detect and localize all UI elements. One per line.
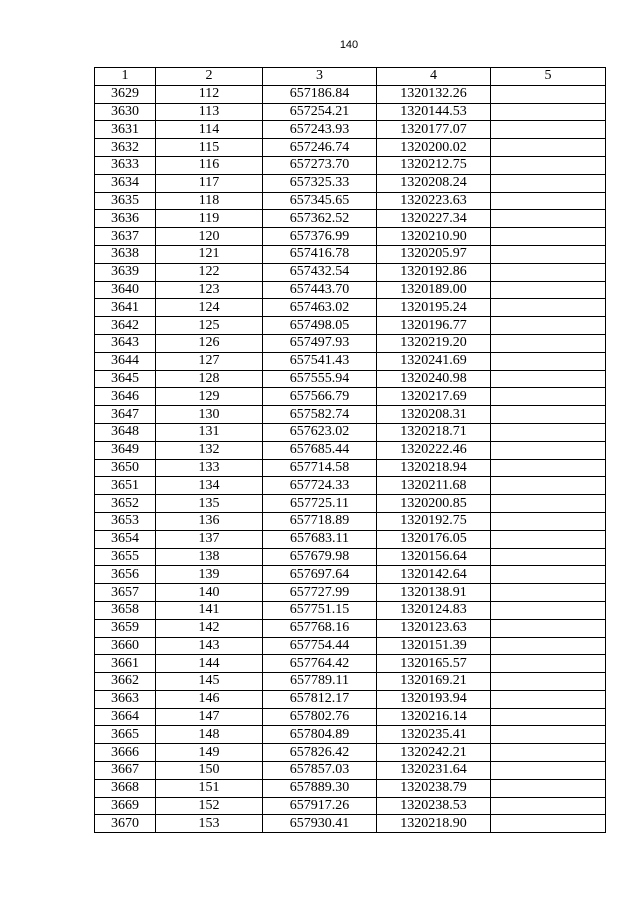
table-cell: 1320208.31 xyxy=(377,406,491,424)
table-cell: 1320176.05 xyxy=(377,530,491,548)
table-cell: 3667 xyxy=(95,762,156,780)
table-cell xyxy=(491,299,606,317)
table-cell: 1320212.75 xyxy=(377,156,491,174)
table-cell xyxy=(491,744,606,762)
table-cell xyxy=(491,85,606,103)
table-header-row xyxy=(95,68,606,86)
table-cell: 657541.43 xyxy=(263,352,377,370)
table-cell: 1320242.21 xyxy=(377,744,491,762)
table-cell: 657623.02 xyxy=(263,423,377,441)
table-cell: 133 xyxy=(156,459,263,477)
table-cell xyxy=(491,103,606,121)
table-cell: 3666 xyxy=(95,744,156,762)
table-cell: 1320238.53 xyxy=(377,797,491,815)
table-cell: 657697.64 xyxy=(263,566,377,584)
table-row xyxy=(95,530,606,548)
table-cell xyxy=(491,263,606,281)
table-row xyxy=(95,406,606,424)
table-cell: 657725.11 xyxy=(263,495,377,513)
table-cell: 1320144.53 xyxy=(377,103,491,121)
table-cell: 120 xyxy=(156,228,263,246)
table-cell: 657930.41 xyxy=(263,815,377,833)
table-cell: 134 xyxy=(156,477,263,495)
table-cell: 1320231.64 xyxy=(377,762,491,780)
table-cell: 1320217.69 xyxy=(377,388,491,406)
table-row xyxy=(95,584,606,602)
table-cell: 657683.11 xyxy=(263,530,377,548)
table-cell: 657376.99 xyxy=(263,228,377,246)
table-cell: 139 xyxy=(156,566,263,584)
table-cell: 1320123.63 xyxy=(377,619,491,637)
table-row xyxy=(95,317,606,335)
table-row xyxy=(95,637,606,655)
table-cell: 3657 xyxy=(95,584,156,602)
table-cell: 1320222.46 xyxy=(377,441,491,459)
table-cell: 657566.79 xyxy=(263,388,377,406)
table-cell: 119 xyxy=(156,210,263,228)
table-cell: 1320216.14 xyxy=(377,708,491,726)
table-cell: 3665 xyxy=(95,726,156,744)
table-row xyxy=(95,334,606,352)
table-cell xyxy=(491,779,606,797)
table-cell: 151 xyxy=(156,779,263,797)
table-cell: 657754.44 xyxy=(263,637,377,655)
column-header: 3 xyxy=(263,68,377,86)
table-cell xyxy=(491,406,606,424)
table-row xyxy=(95,708,606,726)
column-header: 1 xyxy=(95,68,156,86)
table-cell: 1320189.00 xyxy=(377,281,491,299)
table-cell: 1320208.24 xyxy=(377,174,491,192)
table-cell: 3670 xyxy=(95,815,156,833)
coordinates-table xyxy=(94,67,606,833)
table-cell: 1320124.83 xyxy=(377,601,491,619)
table-cell: 657751.15 xyxy=(263,601,377,619)
table-cell xyxy=(491,245,606,263)
table-cell: 657362.52 xyxy=(263,210,377,228)
table-row xyxy=(95,423,606,441)
table-cell: 3652 xyxy=(95,495,156,513)
table-cell xyxy=(491,156,606,174)
table-cell: 657416.78 xyxy=(263,245,377,263)
table-cell: 1320132.26 xyxy=(377,85,491,103)
table-cell xyxy=(491,317,606,335)
table-cell: 126 xyxy=(156,334,263,352)
table-row xyxy=(95,762,606,780)
table-cell: 1320165.57 xyxy=(377,655,491,673)
table-cell: 3629 xyxy=(95,85,156,103)
table-cell: 657325.33 xyxy=(263,174,377,192)
table-cell: 3653 xyxy=(95,512,156,530)
table-cell: 3641 xyxy=(95,299,156,317)
table-cell: 132 xyxy=(156,441,263,459)
table-row xyxy=(95,299,606,317)
table-row xyxy=(95,601,606,619)
table-cell xyxy=(491,423,606,441)
table-cell: 1320193.94 xyxy=(377,690,491,708)
table-cell xyxy=(491,601,606,619)
table-cell: 122 xyxy=(156,263,263,281)
table-cell: 3669 xyxy=(95,797,156,815)
table-cell xyxy=(491,459,606,477)
table-row xyxy=(95,121,606,139)
table-row xyxy=(95,459,606,477)
table-cell: 657889.30 xyxy=(263,779,377,797)
table-cell: 131 xyxy=(156,423,263,441)
table-cell xyxy=(491,388,606,406)
table-row xyxy=(95,744,606,762)
table-cell: 1320169.21 xyxy=(377,673,491,691)
table-cell xyxy=(491,121,606,139)
table-cell: 3642 xyxy=(95,317,156,335)
table-cell: 1320240.98 xyxy=(377,370,491,388)
page-number: 140 xyxy=(339,39,359,51)
column-header: 5 xyxy=(491,68,606,86)
table-cell: 135 xyxy=(156,495,263,513)
table-cell: 137 xyxy=(156,530,263,548)
table-cell: 150 xyxy=(156,762,263,780)
table-cell: 147 xyxy=(156,708,263,726)
table-cell: 3631 xyxy=(95,121,156,139)
table-row xyxy=(95,619,606,637)
table-cell: 657724.33 xyxy=(263,477,377,495)
table-cell: 1320241.69 xyxy=(377,352,491,370)
table-cell xyxy=(491,228,606,246)
table-row xyxy=(95,156,606,174)
table-cell xyxy=(491,210,606,228)
table-cell: 148 xyxy=(156,726,263,744)
table-cell: 1320192.75 xyxy=(377,512,491,530)
table-cell: 1320219.20 xyxy=(377,334,491,352)
table-cell: 657679.98 xyxy=(263,548,377,566)
table-cell: 1320200.02 xyxy=(377,139,491,157)
table-cell xyxy=(491,673,606,691)
table-cell: 149 xyxy=(156,744,263,762)
table-cell: 657764.42 xyxy=(263,655,377,673)
table-cell: 129 xyxy=(156,388,263,406)
table-cell: 3646 xyxy=(95,388,156,406)
table-cell: 113 xyxy=(156,103,263,121)
table-cell: 1320142.64 xyxy=(377,566,491,584)
table-cell xyxy=(491,174,606,192)
table-row xyxy=(95,815,606,833)
table-row xyxy=(95,726,606,744)
table-cell xyxy=(491,797,606,815)
table-cell: 657497.93 xyxy=(263,334,377,352)
table-cell: 657432.54 xyxy=(263,263,377,281)
table-cell: 3649 xyxy=(95,441,156,459)
table-cell xyxy=(491,619,606,637)
table-row xyxy=(95,352,606,370)
table-cell: 3659 xyxy=(95,619,156,637)
table-cell: 3633 xyxy=(95,156,156,174)
table-row xyxy=(95,566,606,584)
table-cell: 128 xyxy=(156,370,263,388)
table-cell: 1320218.90 xyxy=(377,815,491,833)
table-cell: 1320205.97 xyxy=(377,245,491,263)
table-row xyxy=(95,245,606,263)
table-cell: 1320218.71 xyxy=(377,423,491,441)
table-cell xyxy=(491,192,606,210)
table-body xyxy=(95,85,606,832)
table-cell: 1320195.24 xyxy=(377,299,491,317)
table-row xyxy=(95,263,606,281)
table-cell: 1320235.41 xyxy=(377,726,491,744)
column-header: 2 xyxy=(156,68,263,86)
table-row xyxy=(95,210,606,228)
table-cell: 657917.26 xyxy=(263,797,377,815)
table-cell: 3644 xyxy=(95,352,156,370)
table-cell xyxy=(491,726,606,744)
table-cell: 657498.05 xyxy=(263,317,377,335)
table-cell: 130 xyxy=(156,406,263,424)
table-row xyxy=(95,690,606,708)
table-cell xyxy=(491,352,606,370)
table-cell xyxy=(491,530,606,548)
table-row xyxy=(95,797,606,815)
table-cell: 3637 xyxy=(95,228,156,246)
table-cell: 145 xyxy=(156,673,263,691)
table-cell: 1320218.94 xyxy=(377,459,491,477)
table-cell xyxy=(491,690,606,708)
table-cell: 1320238.79 xyxy=(377,779,491,797)
table-cell: 3663 xyxy=(95,690,156,708)
table-cell: 3632 xyxy=(95,139,156,157)
table-cell xyxy=(491,708,606,726)
table-cell xyxy=(491,815,606,833)
table-cell: 3660 xyxy=(95,637,156,655)
table-cell xyxy=(491,495,606,513)
table-cell: 3651 xyxy=(95,477,156,495)
table-cell: 1320200.85 xyxy=(377,495,491,513)
table-cell: 138 xyxy=(156,548,263,566)
table-cell: 125 xyxy=(156,317,263,335)
table-cell: 1320151.39 xyxy=(377,637,491,655)
table-row xyxy=(95,655,606,673)
table-row xyxy=(95,441,606,459)
table-cell: 657789.11 xyxy=(263,673,377,691)
table-cell: 1320211.68 xyxy=(377,477,491,495)
table-cell: 3645 xyxy=(95,370,156,388)
table-cell: 657812.17 xyxy=(263,690,377,708)
table-cell: 1320227.34 xyxy=(377,210,491,228)
table-cell: 3640 xyxy=(95,281,156,299)
table-cell xyxy=(491,281,606,299)
table-cell: 3650 xyxy=(95,459,156,477)
table-row xyxy=(95,779,606,797)
table-cell: 657555.94 xyxy=(263,370,377,388)
table-cell: 1320156.64 xyxy=(377,548,491,566)
table-row xyxy=(95,388,606,406)
table-row xyxy=(95,103,606,121)
table-cell: 657243.93 xyxy=(263,121,377,139)
table-cell: 657463.02 xyxy=(263,299,377,317)
table-cell: 124 xyxy=(156,299,263,317)
table-cell: 3643 xyxy=(95,334,156,352)
table-cell: 657802.76 xyxy=(263,708,377,726)
table-cell: 127 xyxy=(156,352,263,370)
table-cell: 3661 xyxy=(95,655,156,673)
table-cell: 1320210.90 xyxy=(377,228,491,246)
table-cell xyxy=(491,441,606,459)
table-cell: 152 xyxy=(156,797,263,815)
table-cell: 123 xyxy=(156,281,263,299)
table-cell: 1320223.63 xyxy=(377,192,491,210)
table-cell xyxy=(491,334,606,352)
table-cell: 121 xyxy=(156,245,263,263)
table-cell: 3630 xyxy=(95,103,156,121)
table-cell: 141 xyxy=(156,601,263,619)
table-cell: 115 xyxy=(156,139,263,157)
table-row xyxy=(95,512,606,530)
table-cell: 3655 xyxy=(95,548,156,566)
table-row xyxy=(95,673,606,691)
table-cell xyxy=(491,512,606,530)
table-cell: 1320177.07 xyxy=(377,121,491,139)
table-cell: 657714.58 xyxy=(263,459,377,477)
table-cell: 3658 xyxy=(95,601,156,619)
table-cell: 3654 xyxy=(95,530,156,548)
table-cell: 657254.21 xyxy=(263,103,377,121)
table-cell xyxy=(491,548,606,566)
table-row xyxy=(95,192,606,210)
table-cell: 3656 xyxy=(95,566,156,584)
table-cell: 657443.70 xyxy=(263,281,377,299)
table-cell: 657718.89 xyxy=(263,512,377,530)
table-cell: 657727.99 xyxy=(263,584,377,602)
column-header: 4 xyxy=(377,68,491,86)
table-row xyxy=(95,85,606,103)
table-cell: 657685.44 xyxy=(263,441,377,459)
table-cell xyxy=(491,370,606,388)
table-row xyxy=(95,281,606,299)
table-cell: 3638 xyxy=(95,245,156,263)
table-cell: 3636 xyxy=(95,210,156,228)
table-row xyxy=(95,174,606,192)
table-cell: 143 xyxy=(156,637,263,655)
table-cell: 3662 xyxy=(95,673,156,691)
table-row xyxy=(95,477,606,495)
table-row xyxy=(95,495,606,513)
table-cell: 118 xyxy=(156,192,263,210)
table-cell: 3639 xyxy=(95,263,156,281)
table-cell xyxy=(491,139,606,157)
table-cell: 657273.70 xyxy=(263,156,377,174)
table-cell xyxy=(491,655,606,673)
table-cell: 3647 xyxy=(95,406,156,424)
table-cell xyxy=(491,762,606,780)
table-cell: 657246.74 xyxy=(263,139,377,157)
table-cell xyxy=(491,566,606,584)
table-cell xyxy=(491,584,606,602)
table-cell: 144 xyxy=(156,655,263,673)
table-cell: 657768.16 xyxy=(263,619,377,637)
table-cell: 1320138.91 xyxy=(377,584,491,602)
table-cell: 657186.84 xyxy=(263,85,377,103)
table-cell: 657826.42 xyxy=(263,744,377,762)
table-row xyxy=(95,548,606,566)
table-cell: 146 xyxy=(156,690,263,708)
table-cell: 142 xyxy=(156,619,263,637)
table-cell: 3664 xyxy=(95,708,156,726)
table-cell: 112 xyxy=(156,85,263,103)
table-cell: 114 xyxy=(156,121,263,139)
table-cell: 657804.89 xyxy=(263,726,377,744)
table-cell: 3634 xyxy=(95,174,156,192)
table-row xyxy=(95,370,606,388)
table-row xyxy=(95,228,606,246)
table-row xyxy=(95,139,606,157)
table-cell: 657345.65 xyxy=(263,192,377,210)
table-cell: 1320192.86 xyxy=(377,263,491,281)
table-cell: 3635 xyxy=(95,192,156,210)
table-cell xyxy=(491,477,606,495)
table-cell: 140 xyxy=(156,584,263,602)
table-cell: 136 xyxy=(156,512,263,530)
table-cell: 117 xyxy=(156,174,263,192)
table-cell xyxy=(491,637,606,655)
table-cell: 657857.03 xyxy=(263,762,377,780)
table-cell: 1320196.77 xyxy=(377,317,491,335)
table-cell: 3648 xyxy=(95,423,156,441)
table-cell: 116 xyxy=(156,156,263,174)
table-cell: 153 xyxy=(156,815,263,833)
table-cell: 3668 xyxy=(95,779,156,797)
table-cell: 657582.74 xyxy=(263,406,377,424)
